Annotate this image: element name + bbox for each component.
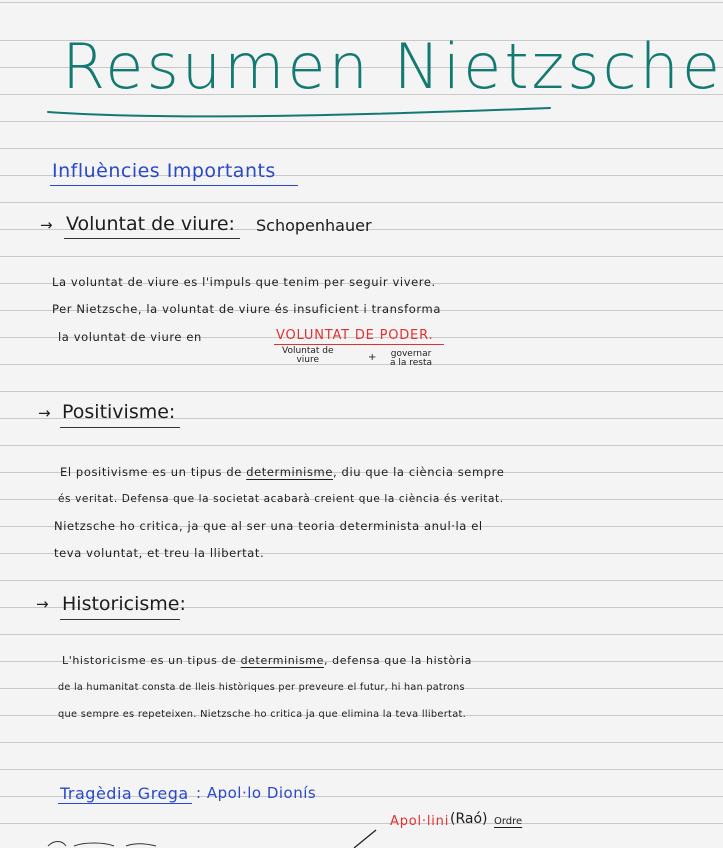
- apollo-rao: (Raó): [450, 811, 488, 827]
- influences-underline: [50, 185, 298, 186]
- tragedia-heading: Tragèdia Grega: [60, 784, 189, 803]
- influences-heading: Influències Importants: [52, 160, 276, 182]
- tragedia-subtitle: : Apol·lo Dionís: [196, 784, 317, 802]
- voluntat-underline: [64, 238, 240, 239]
- historicisme-line-1-start: L'historicisme es un tipus de: [62, 654, 237, 667]
- annotation-governar-1: governar: [390, 349, 432, 359]
- historicisme-title: Historicisme:: [62, 593, 186, 615]
- cut-off-handwriting: [44, 838, 164, 848]
- positivisme-line-1-end: , diu que la ciència sempre: [333, 465, 505, 479]
- positivisme-arrow-icon: →: [38, 404, 51, 422]
- positivisme-title: Positivisme:: [62, 401, 176, 423]
- voluntat-author: Schopenhauer: [256, 216, 372, 235]
- annotation-governar-2: a la resta: [390, 358, 433, 368]
- positivisme-line-3: Nietzsche ho critica, ja que al ser una teoria determinista anul·la el: [54, 519, 483, 533]
- page-title: Resumen Nietzsche: [62, 30, 723, 103]
- voluntat-line-2: Per Nietzsche, la voluntat de viure és insuficient i transforma: [52, 302, 441, 316]
- positivisme-line-4: teva voluntat, et treu la llibertat.: [54, 546, 265, 560]
- annotation-voluntat-viure: [282, 347, 334, 365]
- annotation-voluntat-viure-2: viure: [296, 355, 320, 365]
- historicisme-line-3: que sempre es repeteixen. Nietzsche ho critica ja que elimina la teva llibertat.: [58, 709, 467, 720]
- title-underline: [44, 96, 554, 126]
- historicisme-line-1-end: , defensa que la història: [323, 654, 472, 667]
- voluntat-line-1: La voluntat de viure es l'impuls que tenim per seguir vivere.: [52, 275, 436, 289]
- tragedia-underline: [58, 803, 192, 804]
- positivisme-line-1: [60, 465, 504, 479]
- historicisme-line-1: [62, 654, 472, 667]
- positivisme-line-1-start: El positivisme es un tipus de: [60, 465, 242, 479]
- voluntat-arrow-icon: →: [40, 216, 53, 234]
- apollo-ordre: Ordre: [494, 816, 523, 827]
- historicisme-key-term: determinisme: [240, 654, 324, 667]
- positivisme-key-term: determinisme: [246, 465, 334, 479]
- voluntat-title: Voluntat de viure:: [66, 213, 235, 235]
- annotation-voluntat-viure-1: Voluntat de: [282, 346, 334, 356]
- historicisme-arrow-icon: →: [36, 595, 49, 613]
- historicisme-line-2: de la humanitat consta de lleis històriques per preveure el futur, hi han patrons: [58, 682, 465, 693]
- positivisme-line-2: és veritat. Defensa que la societat acabarà creient que la ciència és veritat.: [58, 493, 504, 505]
- annotation-governar: [390, 350, 432, 368]
- historicisme-underline: [60, 619, 180, 620]
- positivisme-underline: [60, 427, 180, 428]
- voluntat-de-poder-underline: [274, 344, 444, 345]
- voluntat-de-poder: VOLUNTAT DE PODER.: [276, 328, 434, 343]
- diagram-branch-line: [340, 826, 400, 848]
- voluntat-line-3: la voluntat de viure en: [58, 330, 202, 344]
- apollo-label: Apol·lini: [390, 814, 450, 829]
- annotation-plus: +: [368, 352, 377, 363]
